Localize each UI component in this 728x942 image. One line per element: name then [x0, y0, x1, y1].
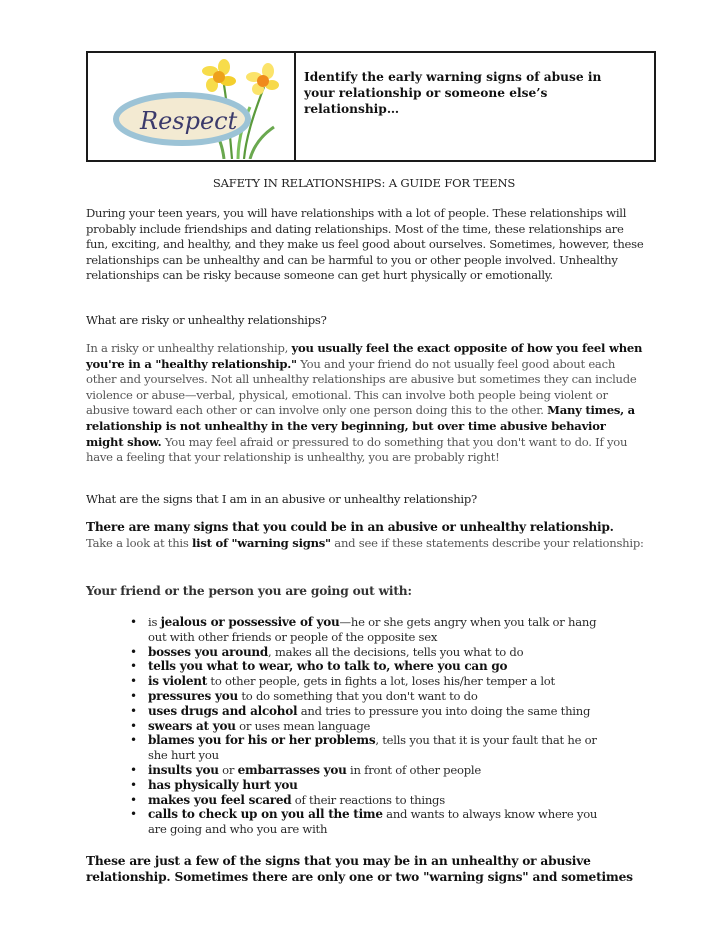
warning-signs-list	[130, 615, 610, 837]
risky-paragraph	[86, 341, 646, 466]
header-tagline: Identify the early warning signs of abuse in your relationship or someone else’s relationship…	[304, 70, 602, 116]
closing-paragraph: These are just a few of the signs that you may be in an unhealthy or abusive relationship. Sometimes there are only one or two "warning signs" and sometimes	[86, 854, 633, 884]
header-box	[86, 51, 656, 162]
logo-text: Respect	[140, 107, 238, 135]
list-item: • swears at you or uses mean language	[130, 719, 610, 734]
question-risky: What are risky or unhealthy relationships?	[86, 313, 327, 327]
list-item: • makes you feel scared of their reactions to things	[130, 793, 610, 808]
list-item: • bosses you around, makes all the decisions, tells you what to do	[130, 645, 610, 660]
list-item: • blames you for his or her problems, tells you that it is your fault that he or she hurt you	[130, 733, 610, 763]
intro-text: During your teen years, you will have relationships with a lot of people. These relationships will probably include friendships and dating relationships. Most of the time, these relationships are fun, exciting, and healthy, and they make us feel good about ourselves. Sometimes, however, these relationships can be unhealthy and can be harmful to you or other people involved. Unhealthy relationships can be risky because someone can get hurt physically or emotionally.	[86, 206, 644, 283]
risky-text-c: You and your friend do not usually feel good about each other and yourselves. Not all unhealthy relationships are abusive but sometimes they can include violence or abuse—verbal, physical, emotional. This can involve both people being violent or abusive toward each other or can involve only one person doing this to the other.	[86, 356, 637, 418]
signs-intro	[86, 520, 646, 551]
question-signs: What are the signs that I am in an abusive or unhealthy relationship?	[86, 492, 478, 506]
risky-text	[86, 341, 646, 466]
risky-text-b: you usually feel the exact opposite of how you feel when you're in a "healthy relationship."	[86, 341, 643, 371]
list-item: • calls to check up on you all the time and wants to always know where you are going and who you are with	[130, 807, 610, 837]
list-item: • is violent to other people, gets in fights a lot, loses his/her temper a lot	[130, 674, 610, 689]
signs-intro-text	[86, 520, 646, 551]
page-title: SAFETY IN RELATIONSHIPS: A GUIDE FOR TEENS	[212, 176, 516, 190]
header-divider	[294, 53, 296, 160]
signs-intro-a: Take a look at this	[86, 535, 193, 550]
list-item: • uses drugs and alcohol and tries to pressure you into doing the same thing	[130, 704, 610, 719]
list-item: • tells you what to wear, who to talk to, where you can go	[130, 659, 610, 674]
list-item: • pressures you to do something that you don't want to do	[130, 689, 610, 704]
risky-text-e: You may feel afraid or pressured to do something that you don't want to do. If you have a feeling that your relationship is unhealthy, you are probably right!	[86, 434, 628, 465]
signs-intro-bold: There are many signs that you could be in an abusive or unhealthy relationship.	[86, 520, 614, 534]
risky-text-d: Many times, a relationship is not unhealthy in the very beginning, but over time abusive behavior might show.	[86, 403, 635, 449]
list-item: • has physically hurt you	[130, 778, 610, 793]
risky-text-a: In a risky or unhealthy relationship,	[86, 341, 292, 355]
signs-intro-b: list of "warning signs"	[192, 535, 331, 550]
list-lead: Your friend or the person you are going out with:	[86, 584, 412, 598]
intro-paragraph	[86, 206, 646, 284]
list-item: • is jealous or possessive of you—he or she gets angry when you talk or hang out with other friends or people of the opposite sex	[130, 615, 610, 645]
signs-intro-c: and see if these statements describe your relationship:	[330, 535, 644, 550]
respect-logo	[104, 55, 284, 159]
list-item: • insults you or embarrasses you in front of other people	[130, 763, 610, 778]
